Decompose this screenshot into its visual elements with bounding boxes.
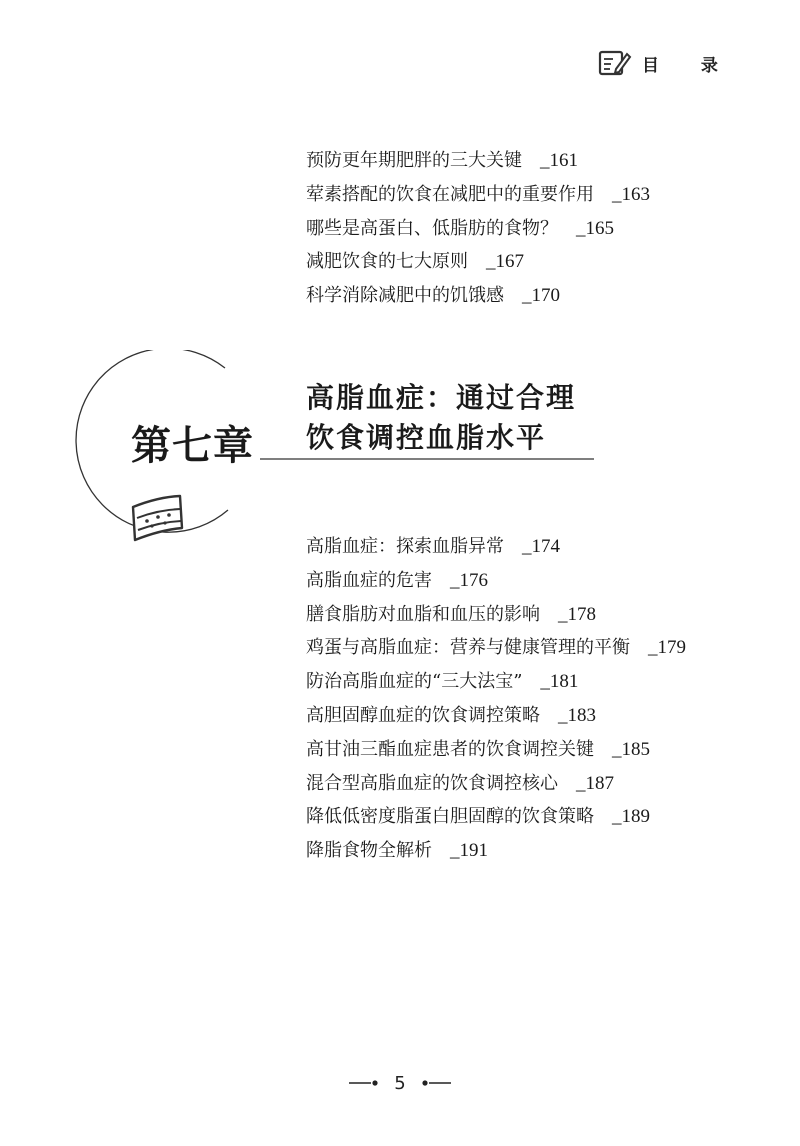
toc-item-page: _185 — [612, 738, 650, 760]
page-footer — [0, 1072, 800, 1094]
toc-item-page: _165 — [576, 217, 614, 239]
chapter-number: 第七章 — [131, 422, 254, 469]
toc-item[interactable] — [306, 631, 686, 665]
toc-item-title: 高脂血症：探索血脂异常 — [306, 536, 504, 557]
toc-item-page: _179 — [648, 637, 686, 659]
toc-item[interactable] — [306, 800, 686, 834]
toc-item[interactable] — [306, 279, 650, 313]
toc-item-title: 科学消除减肥中的饥饿感 — [306, 285, 504, 307]
toc-item[interactable] — [306, 530, 686, 564]
toc-list-bottom — [306, 530, 686, 868]
toc-item-page: _163 — [612, 183, 650, 205]
toc-item-page: _178 — [558, 603, 596, 625]
toc-item-title: 减肥饮食的七大原则 — [306, 251, 468, 273]
toc-item[interactable] — [306, 767, 686, 801]
toc-item-page: _176 — [450, 569, 488, 591]
toc-item-title: 膳食脂肪对血脂和血压的影响 — [306, 603, 540, 625]
chapter-title — [306, 378, 576, 458]
toc-item-page: _189 — [612, 806, 650, 828]
toc-list-top — [306, 144, 650, 313]
toc-item-title: 荤素搭配的饮食在减肥中的重要作用 — [306, 183, 594, 205]
chapter-title-line: 饮食调控血脂水平 — [306, 421, 547, 454]
toc-item[interactable] — [306, 144, 650, 178]
chapter-title-line: 高脂血症：通过合理 — [306, 381, 577, 414]
toc-item[interactable] — [306, 733, 686, 767]
toc-item-page: _181 — [540, 671, 579, 693]
toc-item-page: _191 — [450, 840, 488, 862]
header-title: 目 录 — [642, 55, 736, 76]
blood-vessel-icon — [133, 496, 182, 540]
notebook-pen-icon — [598, 48, 632, 78]
toc-item-title: 高脂血症的危害 — [306, 569, 432, 591]
toc-item-title: 降低低密度脂蛋白胆固醇的饮食策略 — [306, 806, 594, 828]
toc-item-page: _167 — [486, 251, 524, 273]
toc-item-title: 混合型高脂血症的饮食调控核心 — [306, 772, 558, 794]
toc-item[interactable] — [306, 245, 650, 279]
footer-dash-right-icon — [421, 1078, 451, 1088]
toc-item-title: 高甘油三酯血症患者的饮食调控关键 — [306, 738, 594, 760]
toc-item-page: _187 — [576, 772, 614, 794]
toc-item-page: _174 — [522, 536, 560, 557]
toc-item-title: 哪些是高蛋白、低脂肪的食物？ — [306, 217, 558, 239]
toc-item[interactable] — [306, 699, 686, 733]
toc-item-title: 鸡蛋与高脂血症：营养与健康管理的平衡 — [306, 637, 630, 659]
toc-item[interactable] — [306, 665, 686, 699]
toc-item[interactable] — [306, 834, 686, 868]
toc-item-page: _161 — [540, 150, 578, 171]
toc-item-title: 预防更年期肥胖的三大关键 — [306, 150, 522, 171]
toc-item[interactable] — [306, 598, 686, 632]
page-header — [598, 48, 736, 78]
toc-item-page: _183 — [558, 704, 596, 726]
toc-item[interactable] — [306, 564, 686, 598]
footer-dash-left-icon — [349, 1078, 379, 1088]
toc-item-title: 防治高脂血症的“三大法宝” — [306, 671, 523, 693]
page-number: 5 — [394, 1072, 406, 1094]
toc-item-page: _170 — [522, 285, 560, 307]
toc-item-title: 高胆固醇血症的饮食调控策略 — [306, 704, 540, 726]
toc-item[interactable] — [306, 212, 650, 246]
toc-item-title: 降脂食物全解析 — [306, 840, 432, 862]
toc-item[interactable] — [306, 178, 650, 212]
